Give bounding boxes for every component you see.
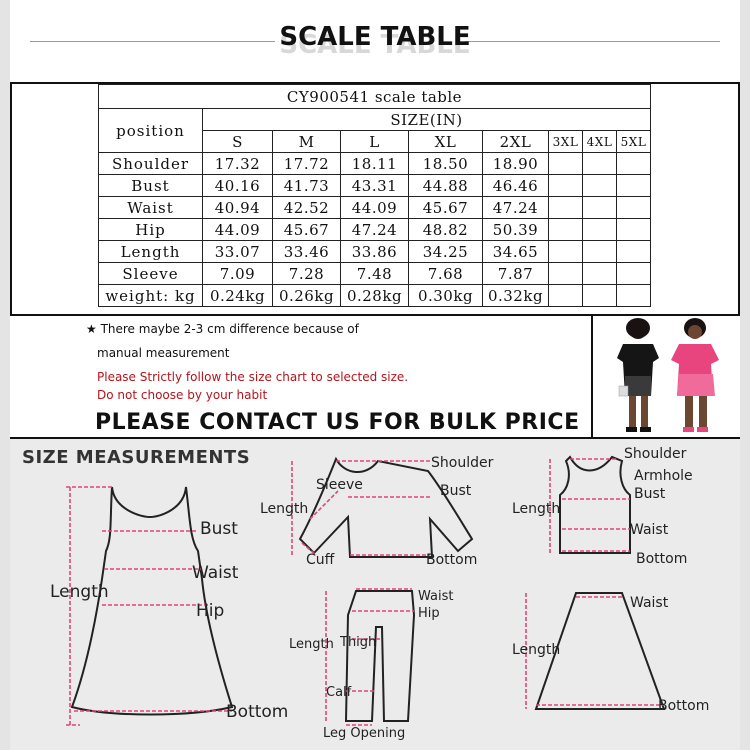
table-cell: 7.09 <box>203 263 273 285</box>
pants-calf-label: Calf <box>326 685 352 700</box>
table-cell: 17.72 <box>273 153 341 175</box>
table-cell <box>549 197 583 219</box>
table-cell <box>549 219 583 241</box>
table-cell: 0.24kg <box>203 285 273 307</box>
row-label: weight: kg <box>99 285 203 307</box>
table-cell <box>549 175 583 197</box>
table-cell <box>583 175 617 197</box>
row-label: Sleeve <box>99 263 203 285</box>
size-label: XL <box>409 131 483 153</box>
table-cell: 0.26kg <box>273 285 341 307</box>
table-cell: 42.52 <box>273 197 341 219</box>
table-cell: 44.88 <box>409 175 483 197</box>
table-cell: 33.07 <box>203 241 273 263</box>
table-cell <box>617 241 651 263</box>
table-cell <box>617 175 651 197</box>
position-header: position <box>99 109 203 153</box>
table-cell <box>583 197 617 219</box>
row-label: Hip <box>99 219 203 241</box>
table-cell: 44.09 <box>341 197 409 219</box>
dress-hip-label: Hip <box>196 601 225 621</box>
title-row <box>30 22 720 62</box>
table-cell: 18.11 <box>341 153 409 175</box>
note-follow-chart: Please Strictly follow the size chart to selected size. <box>97 370 409 384</box>
size-label: M <box>273 131 341 153</box>
table-cell <box>583 153 617 175</box>
table-cell <box>583 263 617 285</box>
size-label: S <box>203 131 273 153</box>
table-row <box>99 153 651 175</box>
dress-length-label: Length <box>50 582 109 602</box>
table-cell: 33.46 <box>273 241 341 263</box>
top-shoulder-label: Shoulder <box>431 455 494 471</box>
table-row <box>99 263 651 285</box>
row-label: Length <box>99 241 203 263</box>
table-row <box>99 241 651 263</box>
table-cell: 50.39 <box>483 219 549 241</box>
table-cell: 47.24 <box>483 197 549 219</box>
table-cell: 40.94 <box>203 197 273 219</box>
table-cell: 34.25 <box>409 241 483 263</box>
table-cell: 18.90 <box>483 153 549 175</box>
table-cell <box>549 263 583 285</box>
table-cell: 46.46 <box>483 175 549 197</box>
skirt-length-label: Length <box>512 642 561 658</box>
table-cell: 43.31 <box>341 175 409 197</box>
table-cell: 7.68 <box>409 263 483 285</box>
pants-waist-label: Waist <box>418 589 454 604</box>
size-label: 5XL <box>617 131 651 153</box>
table-caption: CY900541 scale table <box>99 85 651 109</box>
left-frame <box>0 0 10 750</box>
model-photo-icon <box>593 316 740 438</box>
pants-hip-label: Hip <box>418 606 440 621</box>
tank-waist-label: Waist <box>630 522 669 538</box>
pants-thigh-label: Thigh <box>340 635 377 650</box>
table-cell: 41.73 <box>273 175 341 197</box>
table-cell <box>583 285 617 307</box>
skirt-waist-label: Waist <box>630 595 669 611</box>
table-cell: 44.09 <box>203 219 273 241</box>
tank-length-label: Length <box>512 501 561 517</box>
table-cell: 17.32 <box>203 153 273 175</box>
tank-bottom-label: Bottom <box>636 551 688 567</box>
size-table-box <box>10 82 740 316</box>
pants-leg-opening-label: Leg Opening <box>323 726 406 741</box>
size-label: L <box>341 131 409 153</box>
table-cell: 34.65 <box>483 241 549 263</box>
right-frame <box>740 0 750 750</box>
table-cell: 47.24 <box>341 219 409 241</box>
table-row <box>99 197 651 219</box>
size-label: 2XL <box>483 131 549 153</box>
table-cell: 18.50 <box>409 153 483 175</box>
table-row <box>99 175 651 197</box>
table-cell: 45.67 <box>409 197 483 219</box>
table-cell <box>617 285 651 307</box>
table-cell: 40.16 <box>203 175 273 197</box>
table-cell <box>617 153 651 175</box>
table-cell: 7.28 <box>273 263 341 285</box>
size-table <box>98 84 651 307</box>
tank-armhole-label: Armhole <box>634 468 693 484</box>
note-manual: manual measurement <box>97 346 230 360</box>
table-cell <box>549 285 583 307</box>
size-label: 4XL <box>583 131 617 153</box>
dress-waist-label: Waist <box>192 563 239 583</box>
top-bust-label: Bust <box>440 483 472 499</box>
tank-outline <box>560 457 630 553</box>
row-label: Waist <box>99 197 203 219</box>
note-habit: Do not choose by your habit <box>97 388 268 402</box>
table-cell: 0.30kg <box>409 285 483 307</box>
note-difference: ★ There maybe 2-3 cm difference because of <box>86 322 359 336</box>
table-cell <box>549 241 583 263</box>
dress-bottom-label: Bottom <box>226 702 289 722</box>
top-outline <box>300 459 472 557</box>
table-cell <box>617 263 651 285</box>
table-cell <box>583 241 617 263</box>
row-label: Bust <box>99 175 203 197</box>
page-title: SCALE TABLE <box>279 22 471 52</box>
model-photo <box>591 316 740 438</box>
skirt-bottom-label: Bottom <box>658 698 710 714</box>
tank-bust-label: Bust <box>634 486 666 502</box>
table-cell <box>583 219 617 241</box>
table-cell: 0.32kg <box>483 285 549 307</box>
table-cell: 33.86 <box>341 241 409 263</box>
table-body <box>99 153 651 307</box>
table-cell <box>617 219 651 241</box>
size-measurements-panel <box>10 439 740 750</box>
table-cell <box>617 197 651 219</box>
tank-shoulder-label: Shoulder <box>624 446 687 462</box>
bulk-price-banner: PLEASE CONTACT US FOR BULK PRICE <box>95 410 580 435</box>
measurements-title: SIZE MEASUREMENTS <box>22 447 251 468</box>
table-cell <box>549 153 583 175</box>
table-row <box>99 219 651 241</box>
top-bottom-label: Bottom <box>426 552 478 568</box>
pants-length-label: Length <box>289 637 334 652</box>
row-label: Shoulder <box>99 153 203 175</box>
table-cell: 45.67 <box>273 219 341 241</box>
table-cell: 48.82 <box>409 219 483 241</box>
table-cell: 7.87 <box>483 263 549 285</box>
dress-bust-label: Bust <box>200 519 238 539</box>
top-length-label: Length <box>260 501 309 517</box>
size-header: SIZE(IN) <box>203 109 651 131</box>
size-label: 3XL <box>549 131 583 153</box>
table-cell: 0.28kg <box>341 285 409 307</box>
top-cuff-label: Cuff <box>306 552 335 568</box>
table-row <box>99 285 651 307</box>
top-sleeve-label: Sleeve <box>316 477 363 493</box>
table-cell: 7.48 <box>341 263 409 285</box>
